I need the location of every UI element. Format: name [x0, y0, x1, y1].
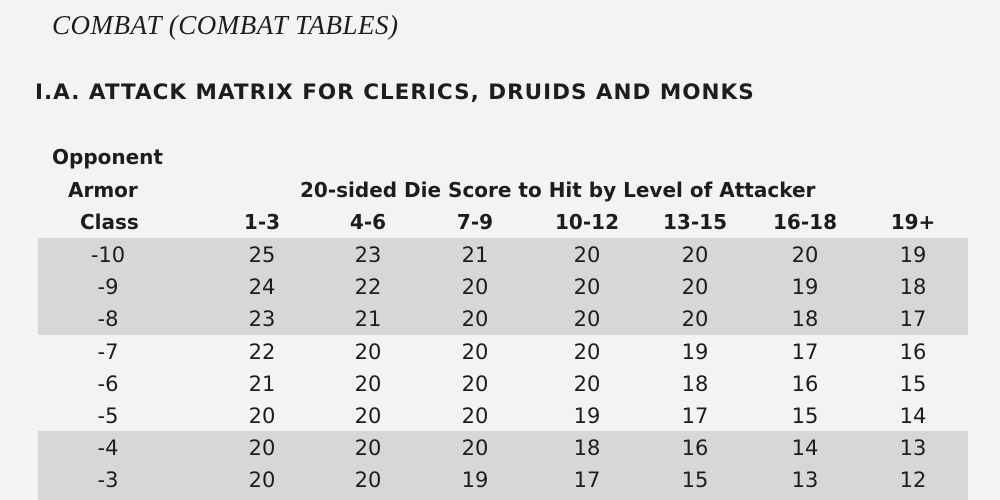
to-hit-cell: 19 [461, 468, 489, 493]
to-hit-cell: 13 [899, 436, 927, 461]
armor-class-cell: -3 [97, 468, 119, 493]
to-hit-cell: 14 [899, 404, 927, 428]
to-hit-cell: 20 [461, 436, 489, 461]
to-hit-cell: 22 [354, 275, 382, 300]
to-hit-cell: 20 [681, 243, 709, 267]
row-header-class: Class [80, 210, 139, 234]
to-hit-cell: 20 [573, 275, 601, 300]
row-header-opponent: Opponent [52, 145, 163, 169]
to-hit-cell: 20 [461, 371, 489, 396]
to-hit-cell: 18 [681, 371, 709, 396]
to-hit-cell: 16 [791, 371, 819, 396]
armor-class-cell: -6 [97, 371, 119, 396]
table-row [0, 464, 1000, 496]
to-hit-cell: 20 [354, 436, 382, 461]
column-header: 1-3 [243, 210, 281, 234]
to-hit-cell: 22 [248, 339, 276, 364]
to-hit-cell: 21 [461, 243, 489, 267]
to-hit-cell: 20 [573, 339, 601, 364]
column-header: 10-12 [555, 210, 619, 234]
column-header: 19+ [890, 210, 936, 234]
to-hit-cell: 17 [899, 307, 927, 332]
to-hit-cell: 17 [681, 404, 709, 428]
to-hit-cell: 20 [791, 243, 819, 267]
section-heading: I.A. ATTACK MATRIX FOR CLERICS, DRUIDS AND MONKS [35, 80, 755, 105]
to-hit-cell: 15 [899, 371, 927, 396]
to-hit-cell: 19 [681, 339, 709, 364]
to-hit-cell: 16 [681, 436, 709, 461]
to-hit-cell: 20 [461, 307, 489, 332]
column-header: 13-15 [663, 210, 727, 234]
to-hit-cell: 15 [791, 404, 819, 428]
page-title: COMBAT (COMBAT TABLES) [52, 10, 399, 40]
to-hit-cell: 23 [248, 307, 276, 332]
to-hit-cell: 21 [248, 371, 276, 396]
armor-class-cell: -7 [97, 339, 119, 364]
table-row [0, 400, 1000, 432]
to-hit-cell: 20 [354, 404, 382, 428]
to-hit-cell: 18 [791, 307, 819, 332]
to-hit-cell: 14 [791, 436, 819, 461]
table-row [0, 368, 1000, 400]
to-hit-cell: 12 [899, 468, 927, 493]
column-header: 4-6 [349, 210, 387, 234]
to-hit-cell: 17 [573, 468, 601, 493]
to-hit-cell: 13 [791, 468, 819, 493]
to-hit-cell: 20 [354, 371, 382, 396]
to-hit-cell: 23 [354, 243, 382, 267]
row-header-armor: Armor [68, 178, 138, 202]
to-hit-cell: 20 [681, 307, 709, 332]
to-hit-cell: 20 [573, 307, 601, 332]
table-row [0, 432, 1000, 464]
column-header: 16-18 [773, 210, 837, 234]
to-hit-cell: 20 [248, 404, 276, 428]
to-hit-cell: 25 [248, 243, 276, 267]
to-hit-cell: 20 [461, 339, 489, 364]
to-hit-cell: 19 [573, 404, 601, 428]
to-hit-cell: 16 [899, 339, 927, 364]
to-hit-cell: 19 [899, 243, 927, 267]
table-row [0, 239, 1000, 271]
armor-class-cell: -5 [97, 404, 119, 428]
to-hit-cell: 20 [573, 243, 601, 267]
armor-class-cell: -8 [97, 307, 119, 332]
to-hit-cell: 20 [461, 404, 489, 428]
group-header: 20-sided Die Score to Hit by Level of Attacker [300, 178, 816, 202]
column-header: 7-9 [456, 210, 494, 234]
to-hit-cell: 20 [573, 371, 601, 396]
to-hit-cell: 18 [899, 275, 927, 300]
armor-class-cell: -10 [90, 243, 126, 267]
to-hit-cell: 20 [354, 339, 382, 364]
to-hit-cell: 20 [354, 468, 382, 493]
to-hit-cell: 19 [791, 275, 819, 300]
armor-class-cell: -4 [97, 436, 119, 461]
to-hit-cell: 18 [573, 436, 601, 461]
to-hit-cell: 21 [354, 307, 382, 332]
to-hit-cell: 20 [681, 275, 709, 300]
to-hit-cell: 20 [461, 275, 489, 300]
to-hit-cell: 24 [248, 275, 276, 300]
to-hit-cell: 15 [681, 468, 709, 493]
armor-class-cell: -9 [97, 275, 119, 300]
to-hit-cell: 20 [248, 436, 276, 461]
table-row [0, 303, 1000, 335]
to-hit-cell: 17 [791, 339, 819, 364]
to-hit-cell: 20 [248, 468, 276, 493]
table-row [0, 336, 1000, 368]
table-row [0, 271, 1000, 303]
